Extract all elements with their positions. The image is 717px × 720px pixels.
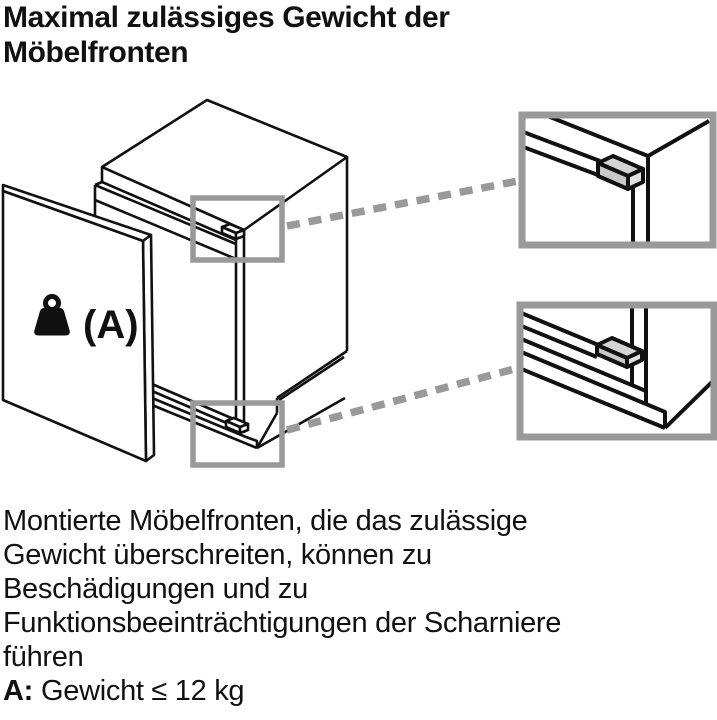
warning-text: [3, 504, 561, 674]
bottom-connector-line: [287, 368, 518, 430]
page-title-line1: Maximal zulässiges Gewicht der: [3, 1, 450, 34]
weight-spec-label: A:: [3, 675, 34, 707]
warning-text-line: Funktionsbeeinträchtigungen der Scharniere: [3, 607, 562, 639]
warning-text-line: führen: [3, 641, 84, 673]
cabinet-top-face: [102, 100, 347, 230]
warning-text-line: Beschädigungen und zu: [3, 573, 308, 605]
cabinet-bottom-rails: [152, 384, 257, 448]
bottom-detail-view: [519, 304, 714, 437]
front-panel-weight-label: (A): [83, 303, 139, 347]
top-connector-line: [287, 181, 518, 226]
warning-text-line: Montierte Möbelfronten, die das zulässige: [3, 505, 528, 537]
warning-text-line: Gewicht überschreiten, können zu: [3, 539, 432, 571]
top-detail-view: [518, 113, 713, 247]
weight-spec-value: Gewicht ≤ 12 kg: [41, 675, 245, 707]
cabinet-plinth: [246, 351, 347, 448]
weight-spec: [3, 674, 244, 708]
page-title-line2: Möbelfronten: [3, 36, 189, 69]
furniture-front-panel: [3, 185, 154, 461]
